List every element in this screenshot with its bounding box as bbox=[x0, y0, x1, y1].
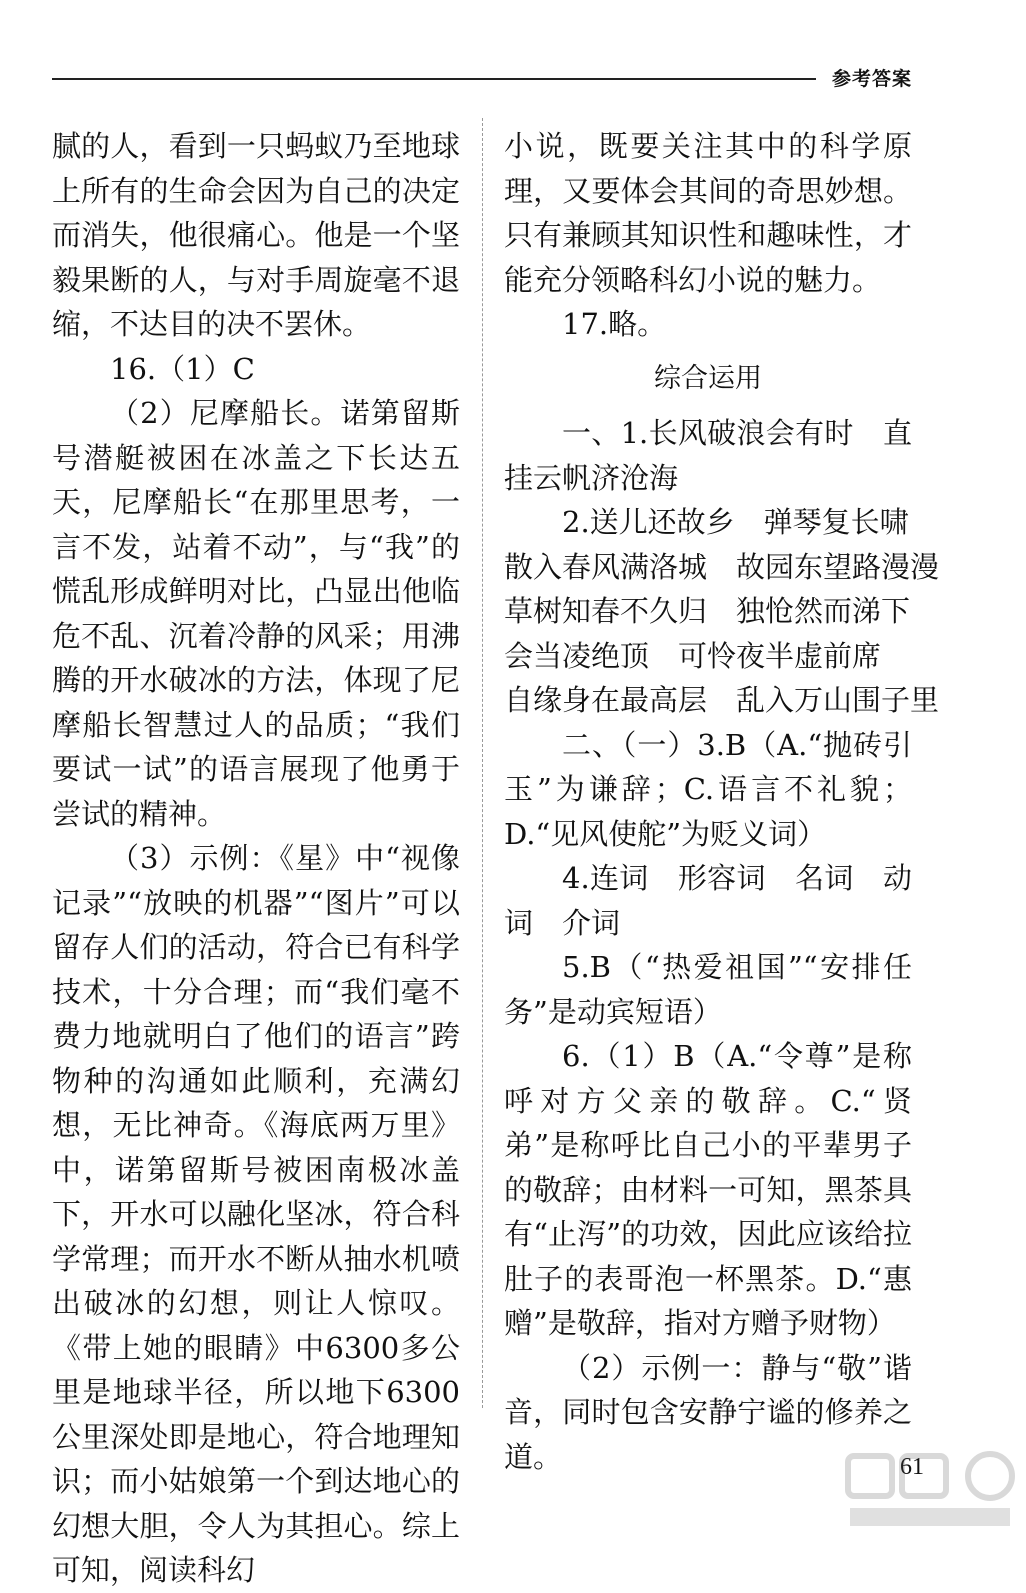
running-header: 参考答案 bbox=[832, 68, 913, 90]
left-column bbox=[52, 124, 460, 1593]
verse-line: 草树知春不久归 独怆然而涕下 bbox=[504, 594, 911, 628]
paragraph: 二、（一）3.B（A.“抛砖引玉”为谦辞；C.语言不礼貌；D.“见风使舵”为贬义词） bbox=[504, 727, 912, 851]
paragraph: （2）示例一：静与“敬”谐音，同时包含安静宁谧的修养之道。 bbox=[504, 1350, 912, 1474]
paragraph: （2）尼摩船长。诺第留斯号潜艇被困在冰盖之下长达五天，尼摩船长“在那里思考，一言不发，站着不动”，与“我”的慌乱形成鲜明对比，凸显出他临危不乱、沉着冷静的风采；用沸腾的开水破冰的方法，体现了尼摩船长智慧过人的品质；“我们要试一试”的语言展现了他勇于尝试的精神。 bbox=[52, 396, 460, 831]
verse-line: 会当凌绝顶 可怜夜半虚前席 bbox=[504, 638, 882, 673]
header-rule bbox=[52, 78, 816, 80]
paragraph: 2.送儿还故乡 弹琴复长啸 bbox=[562, 505, 909, 539]
paragraph: 17.略。 bbox=[562, 307, 667, 341]
paragraph: 5.B（“热爱祖国”“安排任务”是动宾短语） bbox=[504, 950, 912, 1029]
paragraph: （3）示例：《星》中“视像记录”“放映的机器”“图片”可以留存人们的活动，符合已有科学技术，十分合理；而“我们毫不费力地就明白了他们的语言”跨物种的沟通如此顺利，充满幻想，无比神奇。《海底两万里》中，诺第留斯号被困南极冰盖下，开水可以融化坚冰，符合科学常理；而开水不断从抽水机喷出破冰的幻想，则让人惊叹。《带上她的眼睛》中6300多公里是地球半径，所以地下6300公里深处即是地心，符合地理知识；而小姑娘第一个到达地心的幻想大胆，令人为其担心。综上可知，阅读科幻 bbox=[52, 841, 460, 1587]
section-heading: 综合运用 bbox=[654, 362, 762, 394]
paragraph: 16.（1）C bbox=[110, 351, 255, 386]
column-divider bbox=[482, 118, 483, 1408]
paragraph: 一、1.长风破浪会有时 直挂云帆济沧海 bbox=[504, 416, 912, 495]
paragraph: 6.（1）B（A.“令尊”是称呼对方父亲的敬辞。C.“贤弟”是称呼比自己小的平辈男子的敬辞；由材料一可知，黑茶具有“止泻”的功效，因此应该给拉肚子的表哥泡一杯黑茶。D.“惠赠”是敬辞，指对方赠予财物） bbox=[504, 1039, 912, 1340]
page-number: 61 bbox=[900, 1454, 924, 1480]
verse-line: 散入春风满洛城 故园东望路漫漫 bbox=[504, 549, 940, 584]
paragraph: 小说，既要关注其中的科学原理，又要体会其间的奇思妙想。只有兼顾其知识性和趣味性，才能充分领略科幻小说的魅力。 bbox=[504, 129, 912, 297]
right-column bbox=[504, 124, 940, 1479]
paragraph: 腻的人，看到一只蚂蚁乃至地球上所有的生命会因为自己的决定而消失，他很痛心。他是一个坚毅果断的人，与对手周旋毫不退缩，不达目的决不罢休。 bbox=[52, 129, 460, 341]
verse-line: 自缘身在最高层 乱入万山围子里 bbox=[504, 683, 940, 717]
paragraph: 4.连词 形容词 名词 动词 介词 bbox=[504, 861, 912, 940]
watermark-logo-icon bbox=[840, 1442, 1016, 1532]
